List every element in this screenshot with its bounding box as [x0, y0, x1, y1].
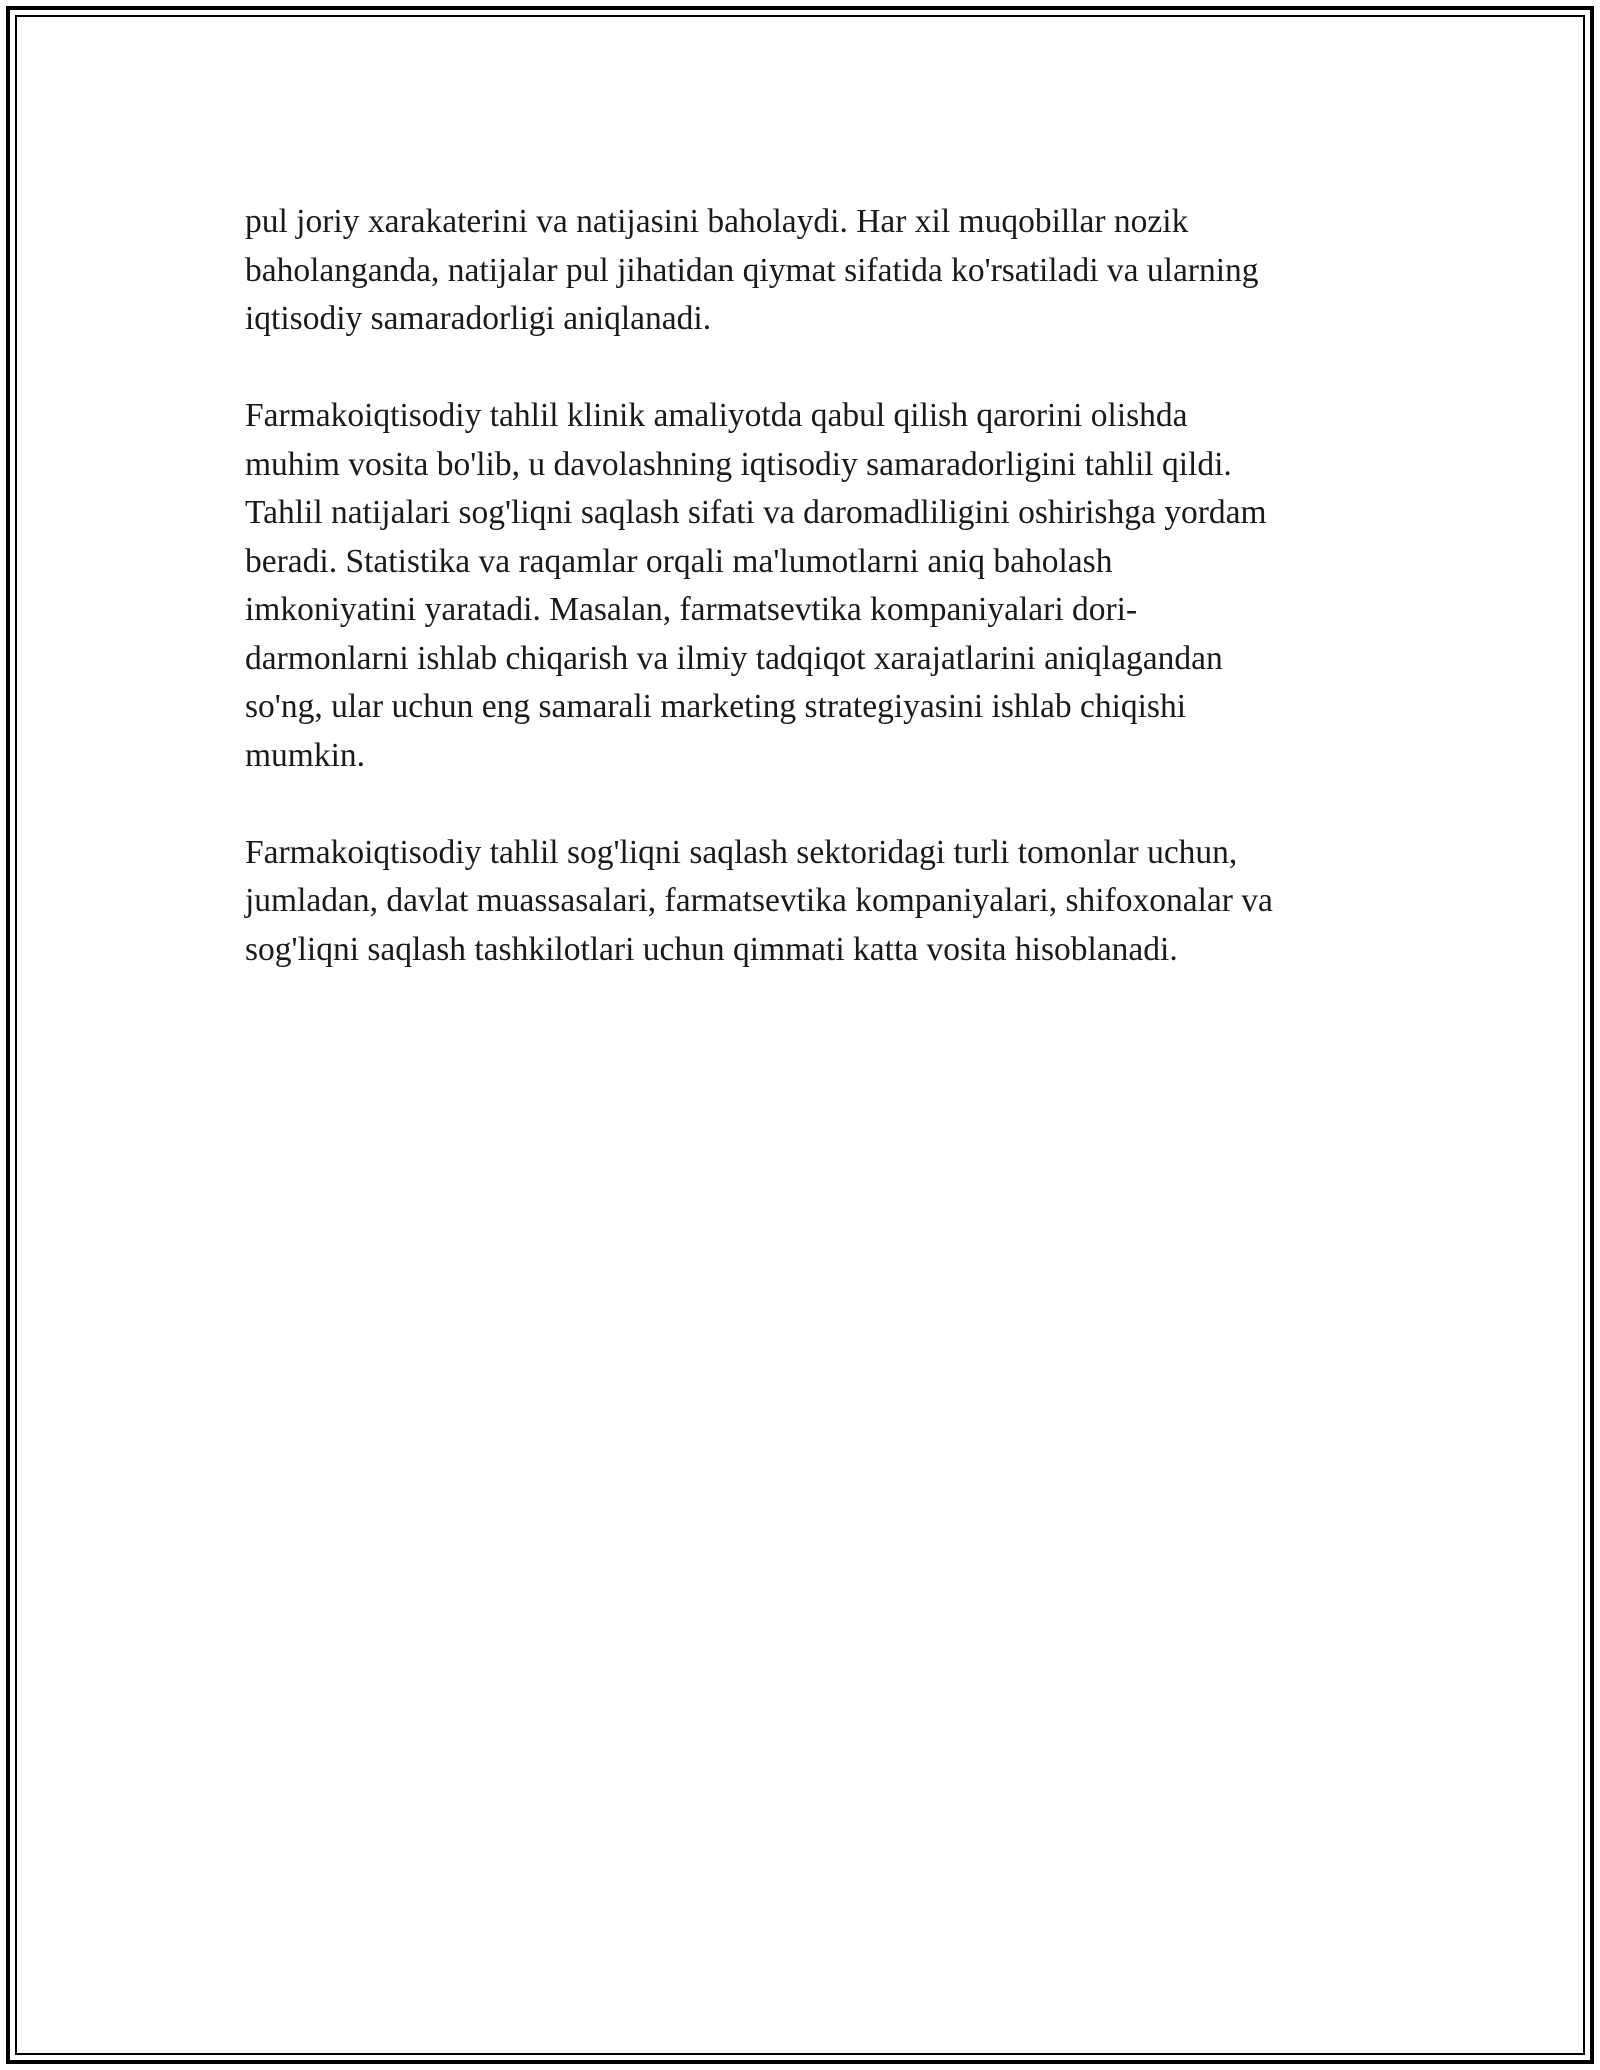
paragraph-2: [245, 392, 1405, 780]
text-line: so'ng, ular uchun eng samarali marketing strategiyasini ishlab chiqishi: [245, 688, 1187, 725]
text-line: baholanganda, natijalar pul jihatidan qiymat sifatida ko'rsatiladi va ularning: [245, 251, 1259, 289]
text-line: iqtisodiy samaradorligi aniqlanadi.: [245, 300, 712, 337]
text-line: darmonlarni ishlab chiqarish va ilmiy tadqiqot xarajatlarini aniqlagandan: [245, 639, 1223, 677]
text-line: Tahlil natijalari sog'liqni saqlash sifati va daromadliligini oshirishga yordam: [245, 494, 1267, 531]
text-line: sog'liqni saqlash tashkilotlari uchun qimmati katta vosita hisoblanadi.: [245, 930, 1178, 968]
document-body: [245, 198, 1405, 1023]
page-border: [6, 6, 1594, 2064]
text-line: mumkin.: [245, 736, 366, 774]
text-line: imkoniyatini yaratadi. Masalan, farmatsevtika kompaniyalari dori-: [245, 591, 1138, 628]
text-line: Farmakoiqtisodiy tahlil sog'liqni saqlash sektoridagi turli tomonlar uchun,: [245, 833, 1238, 871]
text-line: beradi. Statistika va raqamlar orqali ma'lumotlarni aniq baholash: [245, 542, 1113, 580]
paragraph-3: [245, 829, 1405, 975]
text-line: Farmakoiqtisodiy tahlil klinik amaliyotda qabul qilish qarorini olishda: [245, 397, 1188, 434]
paragraph-1: [245, 198, 1405, 344]
text-line: jumladan, davlat muassasalari, farmatsevtika kompaniyalari, shifoxonalar va: [245, 882, 1273, 919]
text-line: muhim vosita bo'lib, u davolashning iqtisodiy samaradorligini tahlil qildi.: [245, 445, 1232, 483]
text-line: pul joriy xarakaterini va natijasini baholaydi. Har xil muqobillar nozik: [245, 203, 1189, 240]
